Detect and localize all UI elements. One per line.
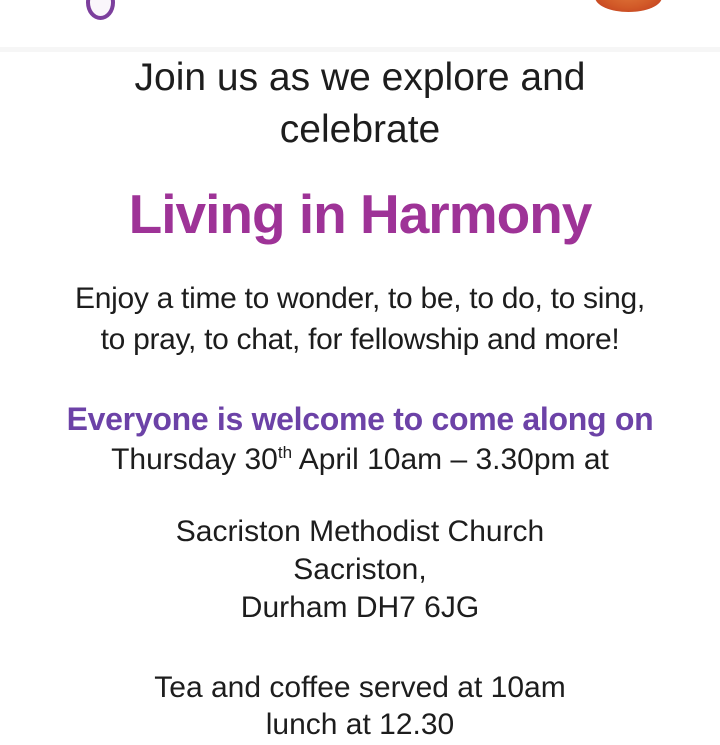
purple-logo-fragment-icon bbox=[86, 0, 115, 20]
date-prefix: Thursday 30 bbox=[111, 443, 278, 476]
intro-heading bbox=[0, 52, 720, 156]
address-line-3: Durham DH7 6JG bbox=[240, 591, 480, 624]
intro-line-2: celebrate bbox=[279, 108, 441, 151]
clipped-bottom-line: lunch at 12.30 bbox=[265, 708, 455, 741]
date-ordinal: th bbox=[277, 443, 293, 462]
description-line-2: to pray, to chat, for fellowship and more! bbox=[100, 323, 620, 356]
address-block bbox=[0, 513, 720, 627]
description-line-1: Enjoy a time to wonder, to be, to do, to sing, bbox=[75, 282, 645, 315]
address-line-1: Sacriston Methodist Church bbox=[175, 515, 545, 548]
catering-line: Tea and coffee served at 10am bbox=[154, 671, 566, 704]
date-rest: April 10am – 3.30pm at bbox=[292, 443, 609, 476]
orange-logo-fragment-icon bbox=[595, 0, 662, 12]
description bbox=[0, 278, 720, 360]
welcome-line: Everyone is welcome to come along on bbox=[66, 401, 654, 437]
date-line bbox=[0, 440, 720, 480]
intro-line-1: Join us as we explore and bbox=[134, 56, 586, 99]
address-line-2: Sacriston, bbox=[293, 553, 427, 586]
page-title: Living in Harmony bbox=[128, 183, 592, 245]
